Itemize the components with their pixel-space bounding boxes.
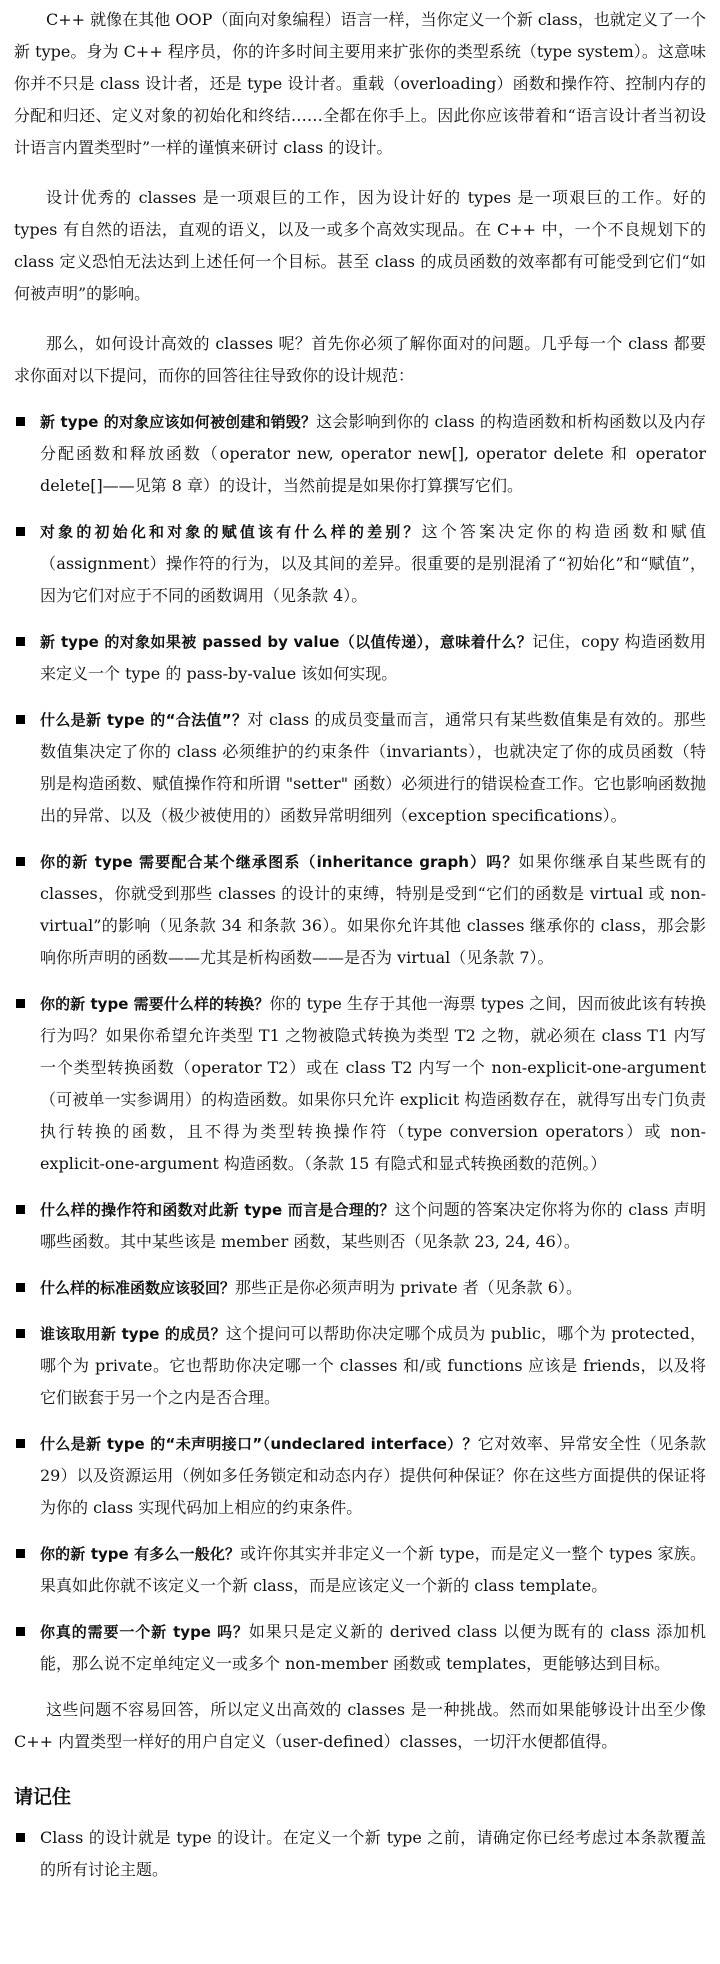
square-bullet-icon bbox=[16, 637, 25, 646]
remember-heading: 请记住 bbox=[14, 1786, 72, 1808]
list-item bbox=[14, 626, 706, 690]
square-bullet-icon bbox=[16, 527, 25, 536]
square-bullet-icon bbox=[16, 1283, 25, 1292]
question-lead: 你的新 type 需要配合某个继承图系（inheritance graph）吗？ bbox=[40, 853, 519, 871]
question-body: 你的 type 生存于其他一海票 types 之间，因而彼此该有转换行为吗？如果你希望允许类型 T1 之物被隐式转换为类型 T2 之物，就必须在 class T1 内写一个类型转换函数（operator T2）或在 class T2 内写一个 non-explicit-one-argument（可被单一实参调用）的构造函数。如果你只允许 explicit 构造函数存在，就得写出专门负责执行转换的函数，且不得为类型转换操作符（type conversion operators）或 non-explicit-one-argument 构造函数。（条款 15 有隐式和显式转换函数的范例。） bbox=[40, 994, 706, 1173]
list-item bbox=[14, 1538, 706, 1602]
question-lead: 你真的需要一个新 type 吗？ bbox=[40, 1623, 249, 1641]
square-bullet-icon bbox=[16, 1549, 25, 1558]
square-bullet-icon bbox=[16, 1205, 25, 1214]
square-bullet-icon bbox=[16, 999, 25, 1008]
question-body: 对 class 的成员变量而言，通常只有某些数值集是有效的。那些数值集决定了你的 class 必须维护的约束条件（invariants），也就决定了你的成员函数（特别是构造函数、赋值操作符和所谓 "setter" 函数）必须进行的错误检查工作。它也影响函数抛出的异常、以及（极少被使用的）函数异常明细列（exception specifications）。 bbox=[40, 710, 706, 825]
square-bullet-icon bbox=[16, 1439, 25, 1448]
list-item bbox=[14, 1822, 706, 1886]
question-body: 这个答案决定你的构造函数和赋值（assignment）操作符的行为，以及其间的差异。很重要的是别混淆了“初始化”和“赋值”，因为它们对应于不同的函数调用（见条款 4）。 bbox=[40, 522, 706, 605]
question-body: 这会影响到你的 class 的构造函数和析构函数以及内存分配函数和释放函数（operator new, operator new[], operator delete 和 operator delete[]——见第 8 章）的设计，当然前提是如果你打算撰写它们。 bbox=[40, 412, 706, 495]
design-questions-list bbox=[14, 406, 706, 1680]
list-item bbox=[14, 1194, 706, 1258]
question-lead: 什么是新 type 的“合法值”？ bbox=[40, 711, 248, 729]
square-bullet-icon bbox=[16, 857, 25, 866]
remember-list bbox=[14, 1822, 706, 1886]
question-body: 那些正是你必须声明为 private 者（见条款 6）。 bbox=[235, 1278, 582, 1297]
question-lead: 新 type 的对象如果被 passed by value（以值传递），意味着什么？ bbox=[40, 633, 533, 651]
question-lead: 什么样的操作符和函数对此新 type 而言是合理的？ bbox=[40, 1201, 395, 1219]
question-body: 或许你其实并非定义一个新 type，而是定义一整个 types 家族。果真如此你就不该定义一个新 class，而是应该定义一个新的 class template。 bbox=[40, 1544, 706, 1595]
list-item bbox=[14, 1428, 706, 1524]
remember-body: Class 的设计就是 type 的设计。在定义一个新 type 之前，请确定你已经考虑过本条款覆盖的所有讨论主题。 bbox=[40, 1828, 706, 1879]
square-bullet-icon bbox=[16, 715, 25, 724]
square-bullet-icon bbox=[16, 1627, 25, 1636]
question-body: 记住，copy 构造函数用来定义一个 type 的 pass-by-value 该如何实现。 bbox=[40, 632, 706, 683]
list-item bbox=[14, 846, 706, 974]
list-item bbox=[14, 704, 706, 832]
question-body: 如果你继承自某些既有的 classes，你就受到那些 classes 的设计的束缚，特别是受到“它们的函数是 virtual 或 non-virtual”的影响（见条款 34 和条款 36）。如果你允许其他 classes 继承你的 class，那会影响你所声明的函数——尤其是析构函数——是否为 virtual（见条款 7）。 bbox=[40, 852, 706, 967]
list-item bbox=[14, 1318, 706, 1414]
spacer bbox=[14, 164, 706, 182]
question-lead: 什么是新 type 的“未声明接口”（undeclared interface）？ bbox=[40, 1435, 478, 1453]
question-lead: 对象的初始化和对象的赋值该有什么样的差别？ bbox=[40, 523, 422, 541]
closing-paragraph: 这些问题不容易回答，所以定义出高效的 classes 是一种挑战。然而如果能够设计出至少像 C++ 内置类型一样好的用户自定义（user-defined）classes，一切汗水便都值得。 bbox=[14, 1700, 706, 1751]
list-item bbox=[14, 988, 706, 1180]
square-bullet-icon bbox=[16, 417, 25, 426]
question-body: 这个提问可以帮助你决定哪个成员为 public，哪个为 protected，哪个为 private。它也帮助你决定哪一个 classes 和/或 functions 应该是 friends，以及将它们嵌套于另一个之内是否合理。 bbox=[40, 1324, 706, 1407]
intro-paragraph-1: C++ 就像在其他 OOP（面向对象编程）语言一样，当你定义一个新 class，也就定义了一个新 type。身为 C++ 程序员，你的许多时间主要用来扩张你的类型系统（type system）。这意味你并不只是 class 设计者，还是 type 设计者。重载（overloading）函数和操作符、控制内存的分配和归还、定义对象的初始化和终结……全都在你手上。因此你应该带着和“语言设计者当初设计语言内置类型时”一样的谨慎来研讨 class 的设计。 bbox=[14, 10, 706, 157]
square-bullet-icon bbox=[16, 1329, 25, 1338]
question-lead: 什么样的标准函数应该驳回？ bbox=[40, 1279, 236, 1297]
question-lead: 新 type 的对象应该如何被创建和销毁？ bbox=[40, 413, 317, 431]
question-body: 它对效率、异常安全性（见条款 29）以及资源运用（例如多任务锁定和动态内存）提供何种保证？你在这些方面提供的保证将为你的 class 实现代码加上相应的约束条件。 bbox=[40, 1434, 706, 1517]
list-item bbox=[14, 1616, 706, 1680]
spacer bbox=[14, 310, 706, 328]
question-lead: 你的新 type 需要什么样的转换？ bbox=[40, 995, 270, 1013]
list-item bbox=[14, 1272, 706, 1304]
list-item bbox=[14, 516, 706, 612]
list-item bbox=[14, 406, 706, 502]
question-body: 这个问题的答案决定你将为你的 class 声明哪些函数。其中某些该是 member 函数，某些则否（见条款 23, 24, 46）。 bbox=[40, 1200, 706, 1251]
question-lead: 你的新 type 有多么一般化？ bbox=[40, 1545, 241, 1563]
question-body: 如果只是定义新的 derived class 以便为既有的 class 添加机能，那么说不定单纯定义一或多个 non-member 函数或 templates，更能够达到目标。 bbox=[40, 1622, 706, 1673]
square-bullet-icon bbox=[16, 1833, 25, 1842]
question-lead: 谁该取用新 type 的成员？ bbox=[40, 1325, 226, 1343]
intro-paragraph-3: 那么，如何设计高效的 classes 呢？首先你必须了解你面对的问题。几乎每一个 class 都要求你面对以下提问，而你的回答往往导致你的设计规范： bbox=[14, 334, 706, 385]
intro-paragraph-2: 设计优秀的 classes 是一项艰巨的工作，因为设计好的 types 是一项艰巨的工作。好的 types 有自然的语法，直观的语义，以及一或多个高效实现品。在 C++ 中，一个不良规划下的 class 定义恐怕无法达到上述任何一个目标。甚至 class 的成员函数的效率都有可能受到它们“如何被声明”的影响。 bbox=[14, 188, 706, 303]
